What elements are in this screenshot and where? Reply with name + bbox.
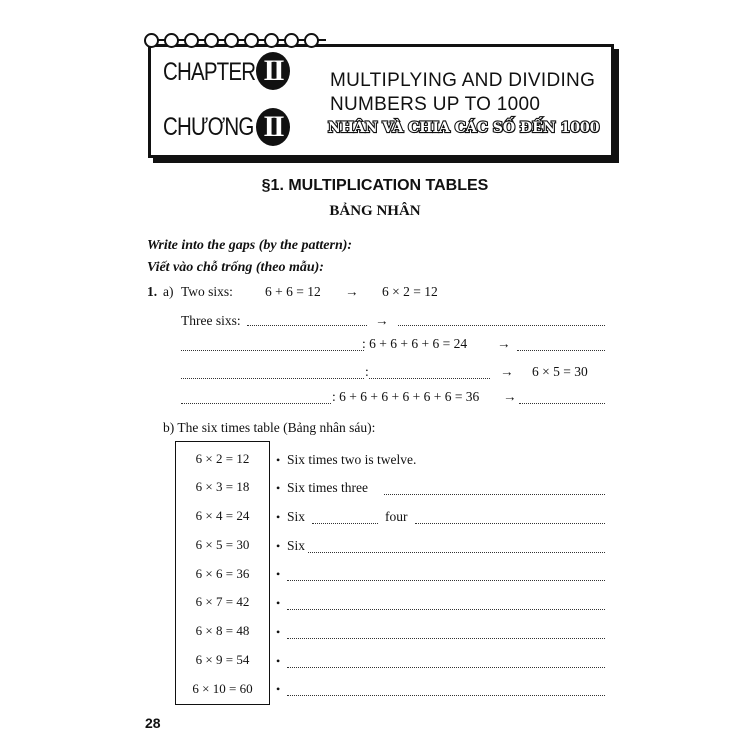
row3-sum: : 6 + 6 + 6 + 6 = 24	[362, 336, 468, 351]
answer-blank-5[interactable]	[287, 568, 605, 581]
answer-blank-2[interactable]	[384, 482, 605, 495]
chapter-title-en-line2: NUMBERS UP TO 1000	[330, 94, 541, 115]
example-sum: 6 + 6 = 12	[265, 284, 321, 299]
section-title-en: §1. MULTIPLICATION TABLES	[261, 177, 489, 194]
bullet-icon: •	[276, 453, 281, 467]
bullet-icon: •	[276, 654, 281, 668]
chapter-title-en-line1: MULTIPLYING AND DIVIDING	[330, 70, 596, 91]
exercise-part-b-label: b) The six times table (Bảng nhân sáu):	[163, 420, 376, 435]
exercise-part-a: a)	[163, 284, 174, 299]
table-equation: 6 × 6 = 36	[195, 566, 250, 581]
answer-line-4: Six	[287, 538, 306, 553]
row2-label: Three sixs:	[181, 313, 241, 328]
instruction-en: Write into the gaps (by the pattern):	[147, 238, 353, 253]
answer-blank-9[interactable]	[287, 683, 605, 696]
chapter-label-en: CHAPTER	[163, 58, 256, 86]
bullet-icon: •	[276, 510, 281, 524]
row3-label-blank[interactable]	[181, 338, 364, 351]
chapter-title-vi: NHÂN VÀ CHIA CÁC SỐ ĐẾN 1000	[328, 120, 600, 136]
bullet-icon: •	[276, 539, 281, 553]
answer-blank-8[interactable]	[287, 655, 605, 668]
answer-line-3: Six	[287, 509, 306, 524]
row5-product-blank[interactable]	[519, 391, 605, 404]
exercise-number: 1.	[147, 284, 158, 299]
row5-label-blank[interactable]	[181, 391, 331, 404]
six-times-table-box	[175, 441, 270, 705]
answer-blank-7[interactable]	[287, 626, 605, 639]
chapter-numeral-en: II	[256, 52, 290, 90]
arrow-icon: →	[375, 313, 389, 328]
answer-blank-3b[interactable]	[415, 511, 605, 524]
table-equation: 6 × 7 = 42	[195, 594, 250, 609]
row4-label-blank[interactable]	[181, 366, 364, 379]
chapter-label-vi: CHƯƠNG	[163, 113, 254, 141]
row4-sum-blank[interactable]	[369, 366, 490, 379]
answer-blank-6[interactable]	[287, 597, 605, 610]
arrow-icon: →	[503, 389, 517, 404]
arrow-icon: →	[497, 336, 511, 351]
answer-line-2: Six times three	[287, 480, 368, 495]
row2-product-blank[interactable]	[398, 313, 605, 326]
bullet-icon: •	[276, 596, 281, 610]
table-equation: 6 × 5 = 30	[195, 537, 250, 552]
table-equation: 6 × 9 = 54	[195, 652, 250, 667]
row5-sum: : 6 + 6 + 6 + 6 + 6 + 6 = 36	[332, 389, 480, 404]
bullet-icon: •	[276, 567, 281, 581]
table-equation: 6 × 3 = 18	[195, 479, 250, 494]
table-equation: 6 × 10 = 60	[192, 681, 253, 696]
page-number: 28	[145, 715, 161, 731]
answer-blank-3a[interactable]	[312, 511, 378, 524]
table-equation: 6 × 8 = 48	[195, 623, 250, 638]
row3-product-blank[interactable]	[517, 338, 605, 351]
instruction-vi: Viết vào chỗ trống (theo mẫu):	[147, 260, 324, 275]
arrow-icon: →	[345, 284, 359, 299]
chapter-numeral-vi: II	[256, 108, 290, 146]
bullet-icon: •	[276, 481, 281, 495]
arrow-icon: →	[500, 364, 514, 379]
bullet-icon: •	[276, 625, 281, 639]
spiral-binding-decoration	[140, 30, 330, 50]
bullet-icon: •	[276, 682, 281, 696]
example-label: Two sixs:	[181, 284, 233, 299]
answer-line-1: Six times two is twelve.	[287, 452, 417, 467]
answer-line-3-mid: four	[385, 509, 408, 524]
example-product: 6 × 2 = 12	[382, 284, 438, 299]
row4-product: 6 × 5 = 30	[532, 364, 588, 379]
answer-blank-4[interactable]	[308, 540, 605, 553]
section-title-vi: BẢNG NHÂN	[329, 203, 421, 219]
table-equation: 6 × 2 = 12	[195, 451, 250, 466]
row2-sum-blank[interactable]	[247, 313, 367, 326]
table-equation: 6 × 4 = 24	[195, 508, 250, 523]
